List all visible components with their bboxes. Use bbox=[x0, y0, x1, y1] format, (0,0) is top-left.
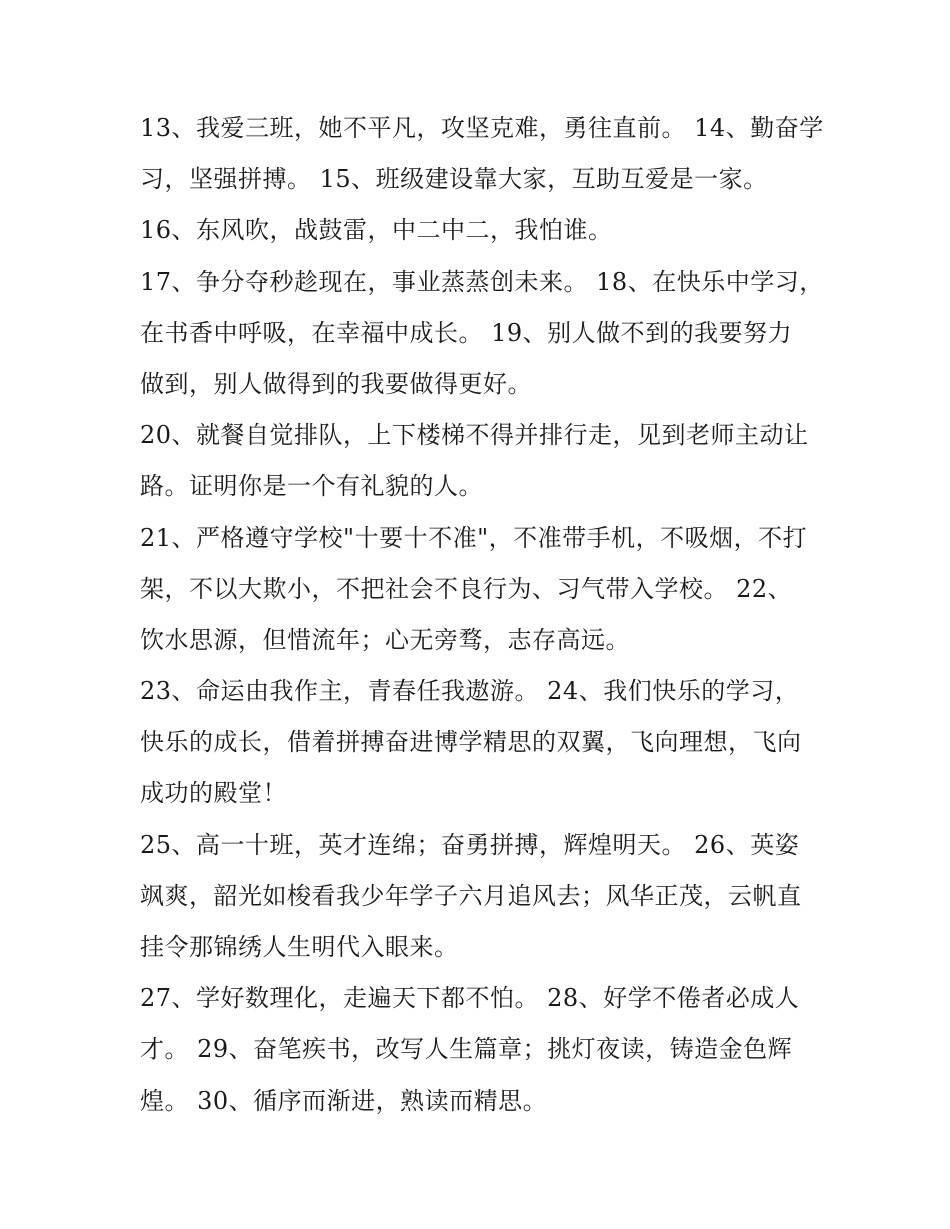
text-line: 路。证明你是一个有礼貌的人。 bbox=[140, 472, 483, 501]
text-line: 23、命运由我作主，青春任我遨游。 24、我们快乐的学习， bbox=[140, 677, 800, 706]
text-line: 做到，别人做得到的我要做得更好。 bbox=[140, 369, 532, 398]
text-line: 挂令那锦绣人生明代入眼来。 bbox=[140, 933, 459, 961]
text-line: 飒爽，韶光如梭看我少年学子六月追风去；风华正茂，云帆直 bbox=[140, 881, 802, 910]
text-line: 习，坚强拼搏。 15、班级建设靠大家，互助互爱是一家。 bbox=[140, 165, 768, 194]
text-line: 16、东风吹，战鼓雷，中二中二，我怕谁。 bbox=[140, 216, 613, 245]
text-line: 快乐的成长，借着拼搏奋进博学精思的双翼，飞向理想，飞向 bbox=[140, 728, 802, 757]
text-line: 27、学好数理化，走遍天下都不怕。 28、好学不倦者必成人 bbox=[140, 984, 800, 1013]
text-line: 煌。 30、循序而渐进，熟读而精思。 bbox=[140, 1086, 548, 1115]
text-line: 20、就餐自觉排队，上下楼梯不得并排行走，见到老师主动让 bbox=[140, 421, 809, 450]
text-line: 17、争分夺秒趁现在，事业蒸蒸创未来。 18、在快乐中学习， bbox=[140, 267, 824, 296]
text-line: 25、高一十班，英才连绵；奋勇拼搏，辉煌明天。 26、英姿 bbox=[140, 830, 800, 859]
text-line: 架，不以大欺小，不把社会不良行为、习气带入学校。 22、 bbox=[140, 574, 793, 603]
text-line: 21、严格遵守学校"十要十不准"，不准带手机，不吸烟，不打 bbox=[140, 523, 808, 552]
text-line: 成功的殿堂！ bbox=[140, 779, 287, 808]
text-line: 13、我爱三班，她不平凡，攻坚克难，勇往直前。 14、勤奋学 bbox=[140, 114, 824, 142]
text-line: 才。 29、奋笔疾书，改写人生篇章；挑灯夜读，铸造金色辉 bbox=[140, 1035, 793, 1064]
document-body bbox=[140, 103, 830, 1127]
text-line: 饮水思源，但惜流年；心无旁骛，志存高远。 bbox=[140, 625, 630, 654]
text-line: 在书香中呼吸，在幸福中成长。 19、别人做不到的我要努力 bbox=[140, 318, 793, 347]
